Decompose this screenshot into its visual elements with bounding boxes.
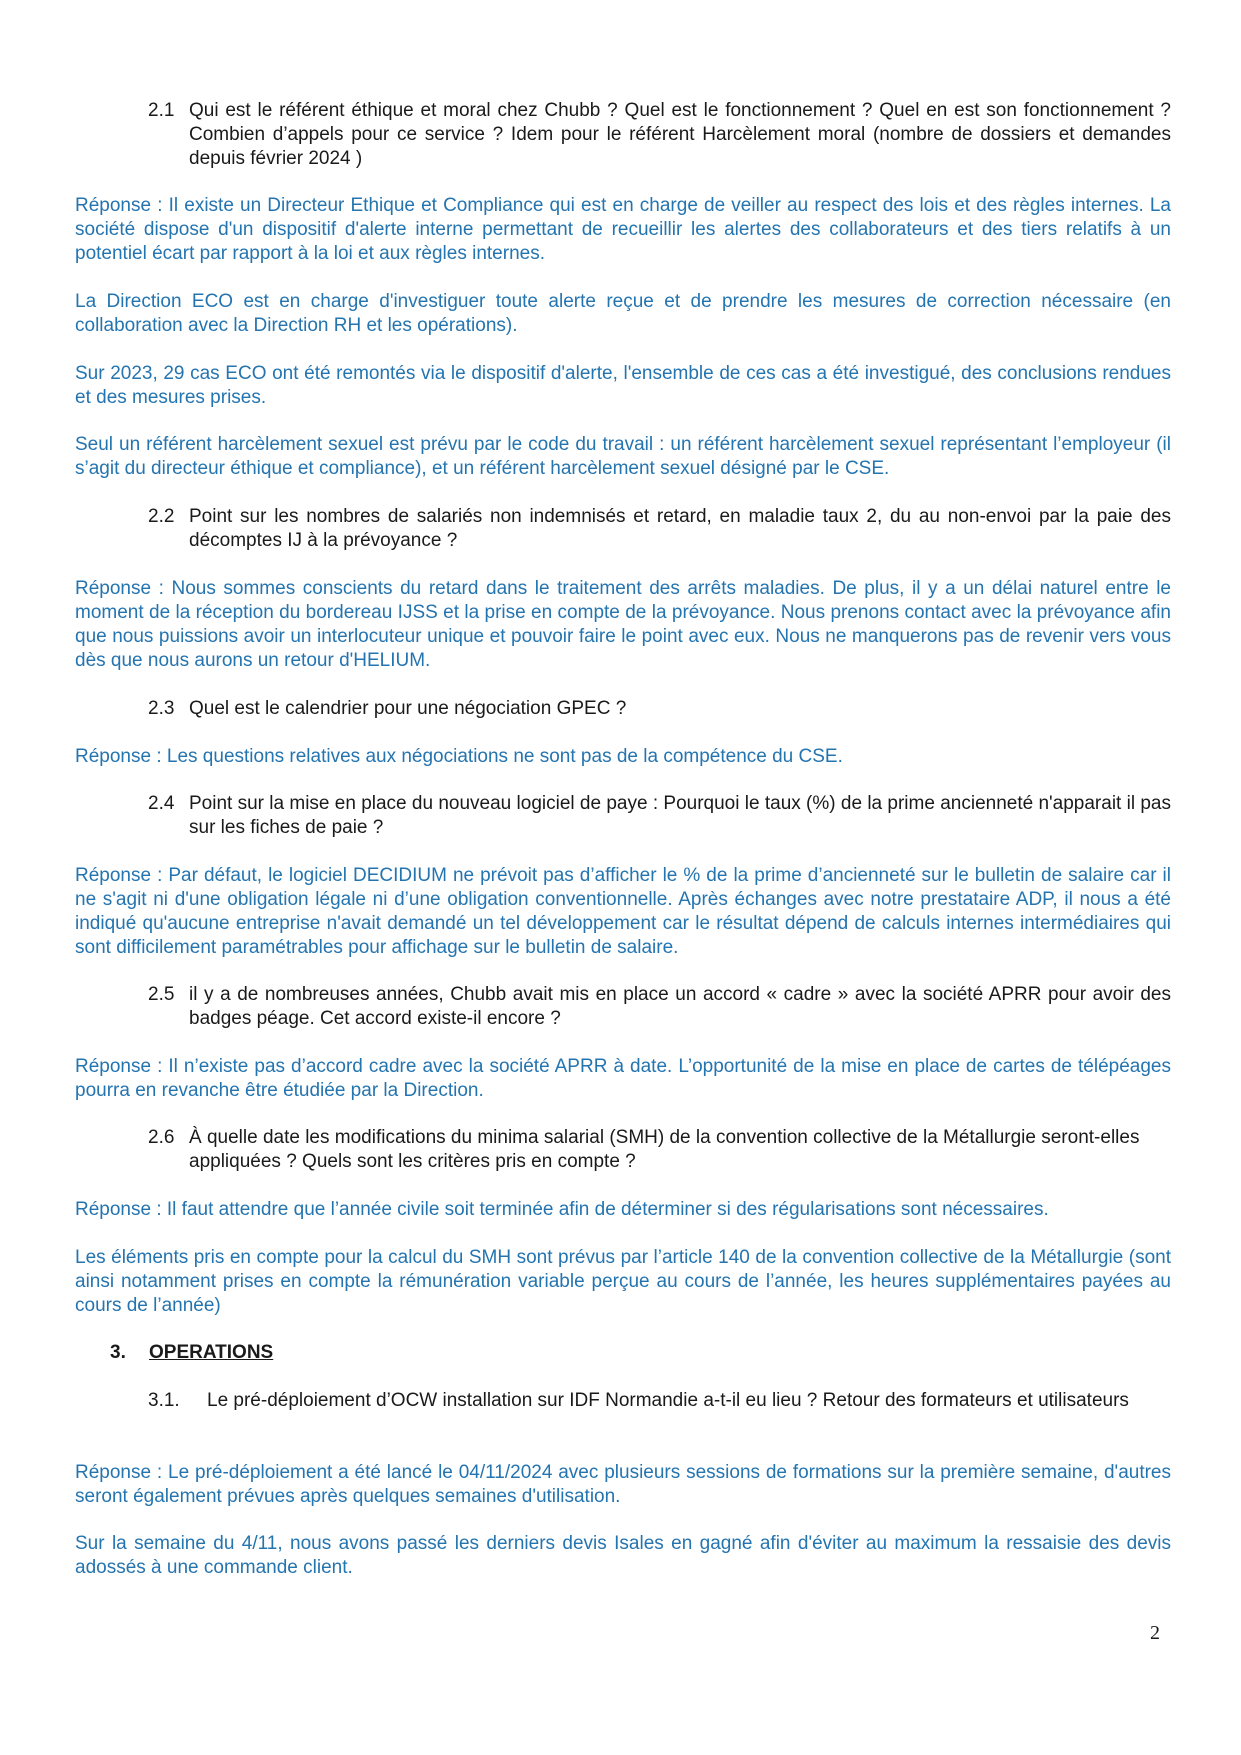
answer-3-1-p1: Réponse : Le pré-déploiement a été lancé le 04/11/2024 avec plusieurs sessions de formations sur la première semaine, d'autres seront également prévues après quelques semaines d'utilisation. bbox=[75, 1462, 1171, 1507]
question-number: 2.3 bbox=[148, 698, 175, 719]
question-2-6: À quelle date les modifications du minima salarial (SMH) de la convention collective de la Métallurgie seront-elles appliquées ? Quels sont les critères pris en compte ? bbox=[189, 1127, 1140, 1172]
question-number: 3.1. bbox=[148, 1390, 180, 1411]
answer-2-1-p1: Réponse : Il existe un Directeur Ethique et Compliance qui est en charge de veiller au respect des lois et des règles internes. La société dispose d'un dispositif d'alerte interne permettant de recueillir les alertes des collaborateurs et des tiers relatifs à un potentiel écart par rapport à la loi et aux règles internes. bbox=[75, 195, 1171, 264]
question-number: 2.1 bbox=[148, 100, 175, 121]
question-2-3: Quel est le calendrier pour une négociation GPEC ? bbox=[189, 698, 627, 719]
question-number: 2.6 bbox=[148, 1127, 175, 1148]
question-2-4: Point sur la mise en place du nouveau logiciel de paye : Pourquoi le taux (%) de la prime ancienneté n'apparait il pas sur les fiches de paie ? bbox=[189, 793, 1171, 838]
section-title: OPERATIONS bbox=[149, 1342, 274, 1363]
answer-2-2: Réponse : Nous sommes conscients du retard dans le traitement des arrêts maladies. De plus, il y a un délai naturel entre le moment de la réception du bordereau IJSS et la prise en compte de la prévoyance. Nous prenons contact avec la prévoyance afin que nous puissions avoir un interlocuteur unique et pouvoir faire le point avec eux. Nous ne manquerons pas de revenir vers vous dès que nous aurons un retour d'HELIUM. bbox=[75, 578, 1171, 671]
question-3-1: Le pré-déploiement d’OCW installation sur IDF Normandie a-t-il eu lieu ? Retour des formateurs et utilisateurs bbox=[207, 1390, 1129, 1411]
question-2-1: Qui est le référent éthique et moral chez Chubb ? Quel est le fonctionnement ? Quel en est son fonctionnement ? Combien d’appels pour ce service ? Idem pour le référent Harcèlement moral (nombre de dossiers et demandes depuis février 2024 ) bbox=[189, 100, 1171, 169]
answer-2-6-p2: Les éléments pris en compte pour la calcul du SMH sont prévus par l’article 140 de la convention collective de la Métallurgie (sont ainsi notamment prises en compte la rémunération variable perçue au cours de l’année, les heures supplémentaires payées au cours de l’année) bbox=[75, 1247, 1171, 1316]
answer-3-1-p2: Sur la semaine du 4/11, nous avons passé les derniers devis Isales en gagné afin d'éviter au maximum la ressaisie des devis adossés à une commande client. bbox=[75, 1533, 1171, 1578]
question-number: 2.5 bbox=[148, 984, 175, 1005]
answer-2-3: Réponse : Les questions relatives aux négociations ne sont pas de la compétence du CSE. bbox=[75, 746, 843, 767]
question-2-2: Point sur les nombres de salariés non indemnisés et retard, en maladie taux 2, du au non-envoi par la paie des décomptes IJ à la prévoyance ? bbox=[189, 506, 1171, 551]
question-number: 2.2 bbox=[148, 506, 175, 527]
section-number: 3. bbox=[110, 1342, 126, 1363]
answer-2-1-p3: Sur 2023, 29 cas ECO ont été remontés via le dispositif d'alerte, l'ensemble de ces cas a été investigué, des conclusions rendues et des mesures prises. bbox=[75, 363, 1171, 408]
answer-2-5: Réponse : Il n’existe pas d’accord cadre avec la société APRR à date. L’opportunité de la mise en place de cartes de télépéages pourra en revanche être étudiée par la Direction. bbox=[75, 1056, 1171, 1101]
page-number: 2 bbox=[1150, 1622, 1160, 1644]
question-2-5: il y a de nombreuses années, Chubb avait mis en place un accord « cadre » avec la société APRR pour avoir des badges péage. Cet accord existe-il encore ? bbox=[189, 984, 1171, 1029]
question-number: 2.4 bbox=[148, 793, 175, 814]
answer-2-6-p1: Réponse : Il faut attendre que l’année civile soit terminée afin de déterminer si des régularisations sont nécessaires. bbox=[75, 1199, 1049, 1220]
answer-2-4: Réponse : Par défaut, le logiciel DECIDIUM ne prévoit pas d’afficher le % de la prime d’ancienneté sur le bulletin de salaire car il ne s'agit ni d'une obligation légale ni d’une obligation conventionnelle. Après échanges avec notre prestataire ADP, il nous a été indiqué qu'aucune entreprise n'avait demandé un tel développement car le résultat dépend de calculs internes intermédiaires qui sont difficilement paramétrables pour affichage sur le bulletin de salaire. bbox=[75, 865, 1171, 958]
answer-2-1-p4: Seul un référent harcèlement sexuel est prévu par le code du travail : un référent harcèlement sexuel représentant l’employeur (il s’agit du directeur éthique et compliance), et un référent harcèlement sexuel désigné par le CSE. bbox=[75, 434, 1171, 479]
answer-2-1-p2: La Direction ECO est en charge d'investiguer toute alerte reçue et de prendre les mesures de correction nécessaire (en collaboration avec la Direction RH et les opérations). bbox=[75, 291, 1171, 336]
